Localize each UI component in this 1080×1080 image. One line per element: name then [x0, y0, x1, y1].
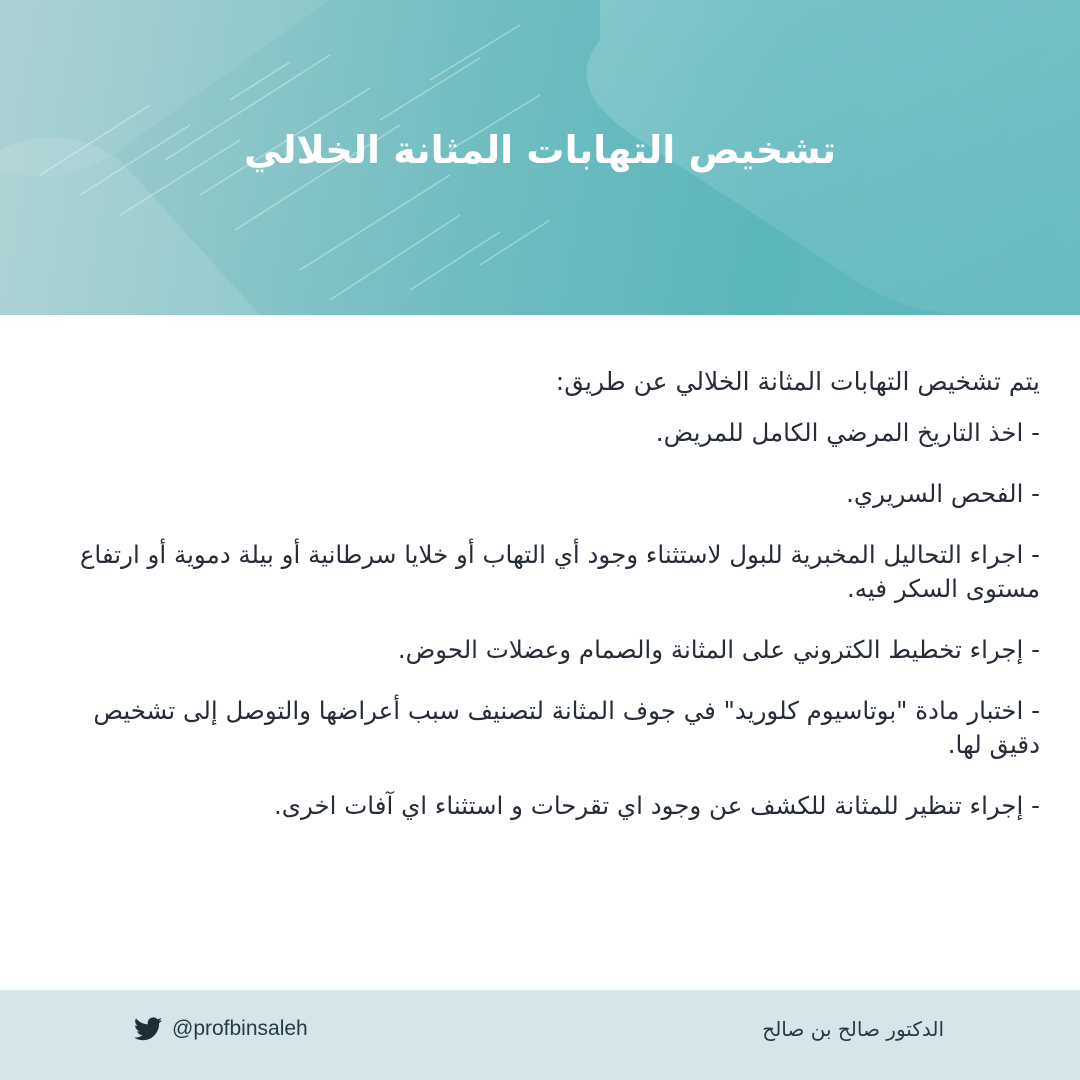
list-item: - إجراء تخطيط الكتروني على المثانة والصمام وعضلات الحوض. [397, 635, 1040, 664]
footer [0, 990, 1080, 1080]
page-title: تشخيص التهابات المثانة الخلالي [243, 128, 837, 172]
twitter-handle-link[interactable] [134, 1012, 308, 1046]
intro-text: يتم تشخيص التهابات المثانة الخلالي عن طريق: [555, 367, 1040, 396]
list-item: - إجراء تنظير للمثانة للكشف عن وجود اي تقرحات و استثناء اي آفات اخرى. [274, 791, 1040, 820]
list-item: - اختبار مادة "بوتاسيوم كلوريد" في جوف المثانة لتصنيف سبب أعراضها والتوصل إلى تشخيص دقيق لها. [93, 696, 1040, 759]
list-item: - الفحص السريري. [846, 479, 1040, 508]
list-item: - اجراء التحاليل المخبرية للبول لاستثناء وجود أي التهاب أو خلايا سرطانية أو بيلة دموية أو ارتفاع مستوى السكر فيه. [79, 540, 1040, 603]
author-name: الدكتور صالح بن صالح [762, 1017, 944, 1041]
article-body [60, 360, 1040, 850]
list-item: - اخذ التاريخ المرضي الكامل للمريض. [655, 418, 1040, 447]
header-banner [0, 0, 1080, 315]
twitter-handle: @profbinsaleh [172, 1017, 308, 1040]
twitter-icon [134, 1017, 162, 1041]
